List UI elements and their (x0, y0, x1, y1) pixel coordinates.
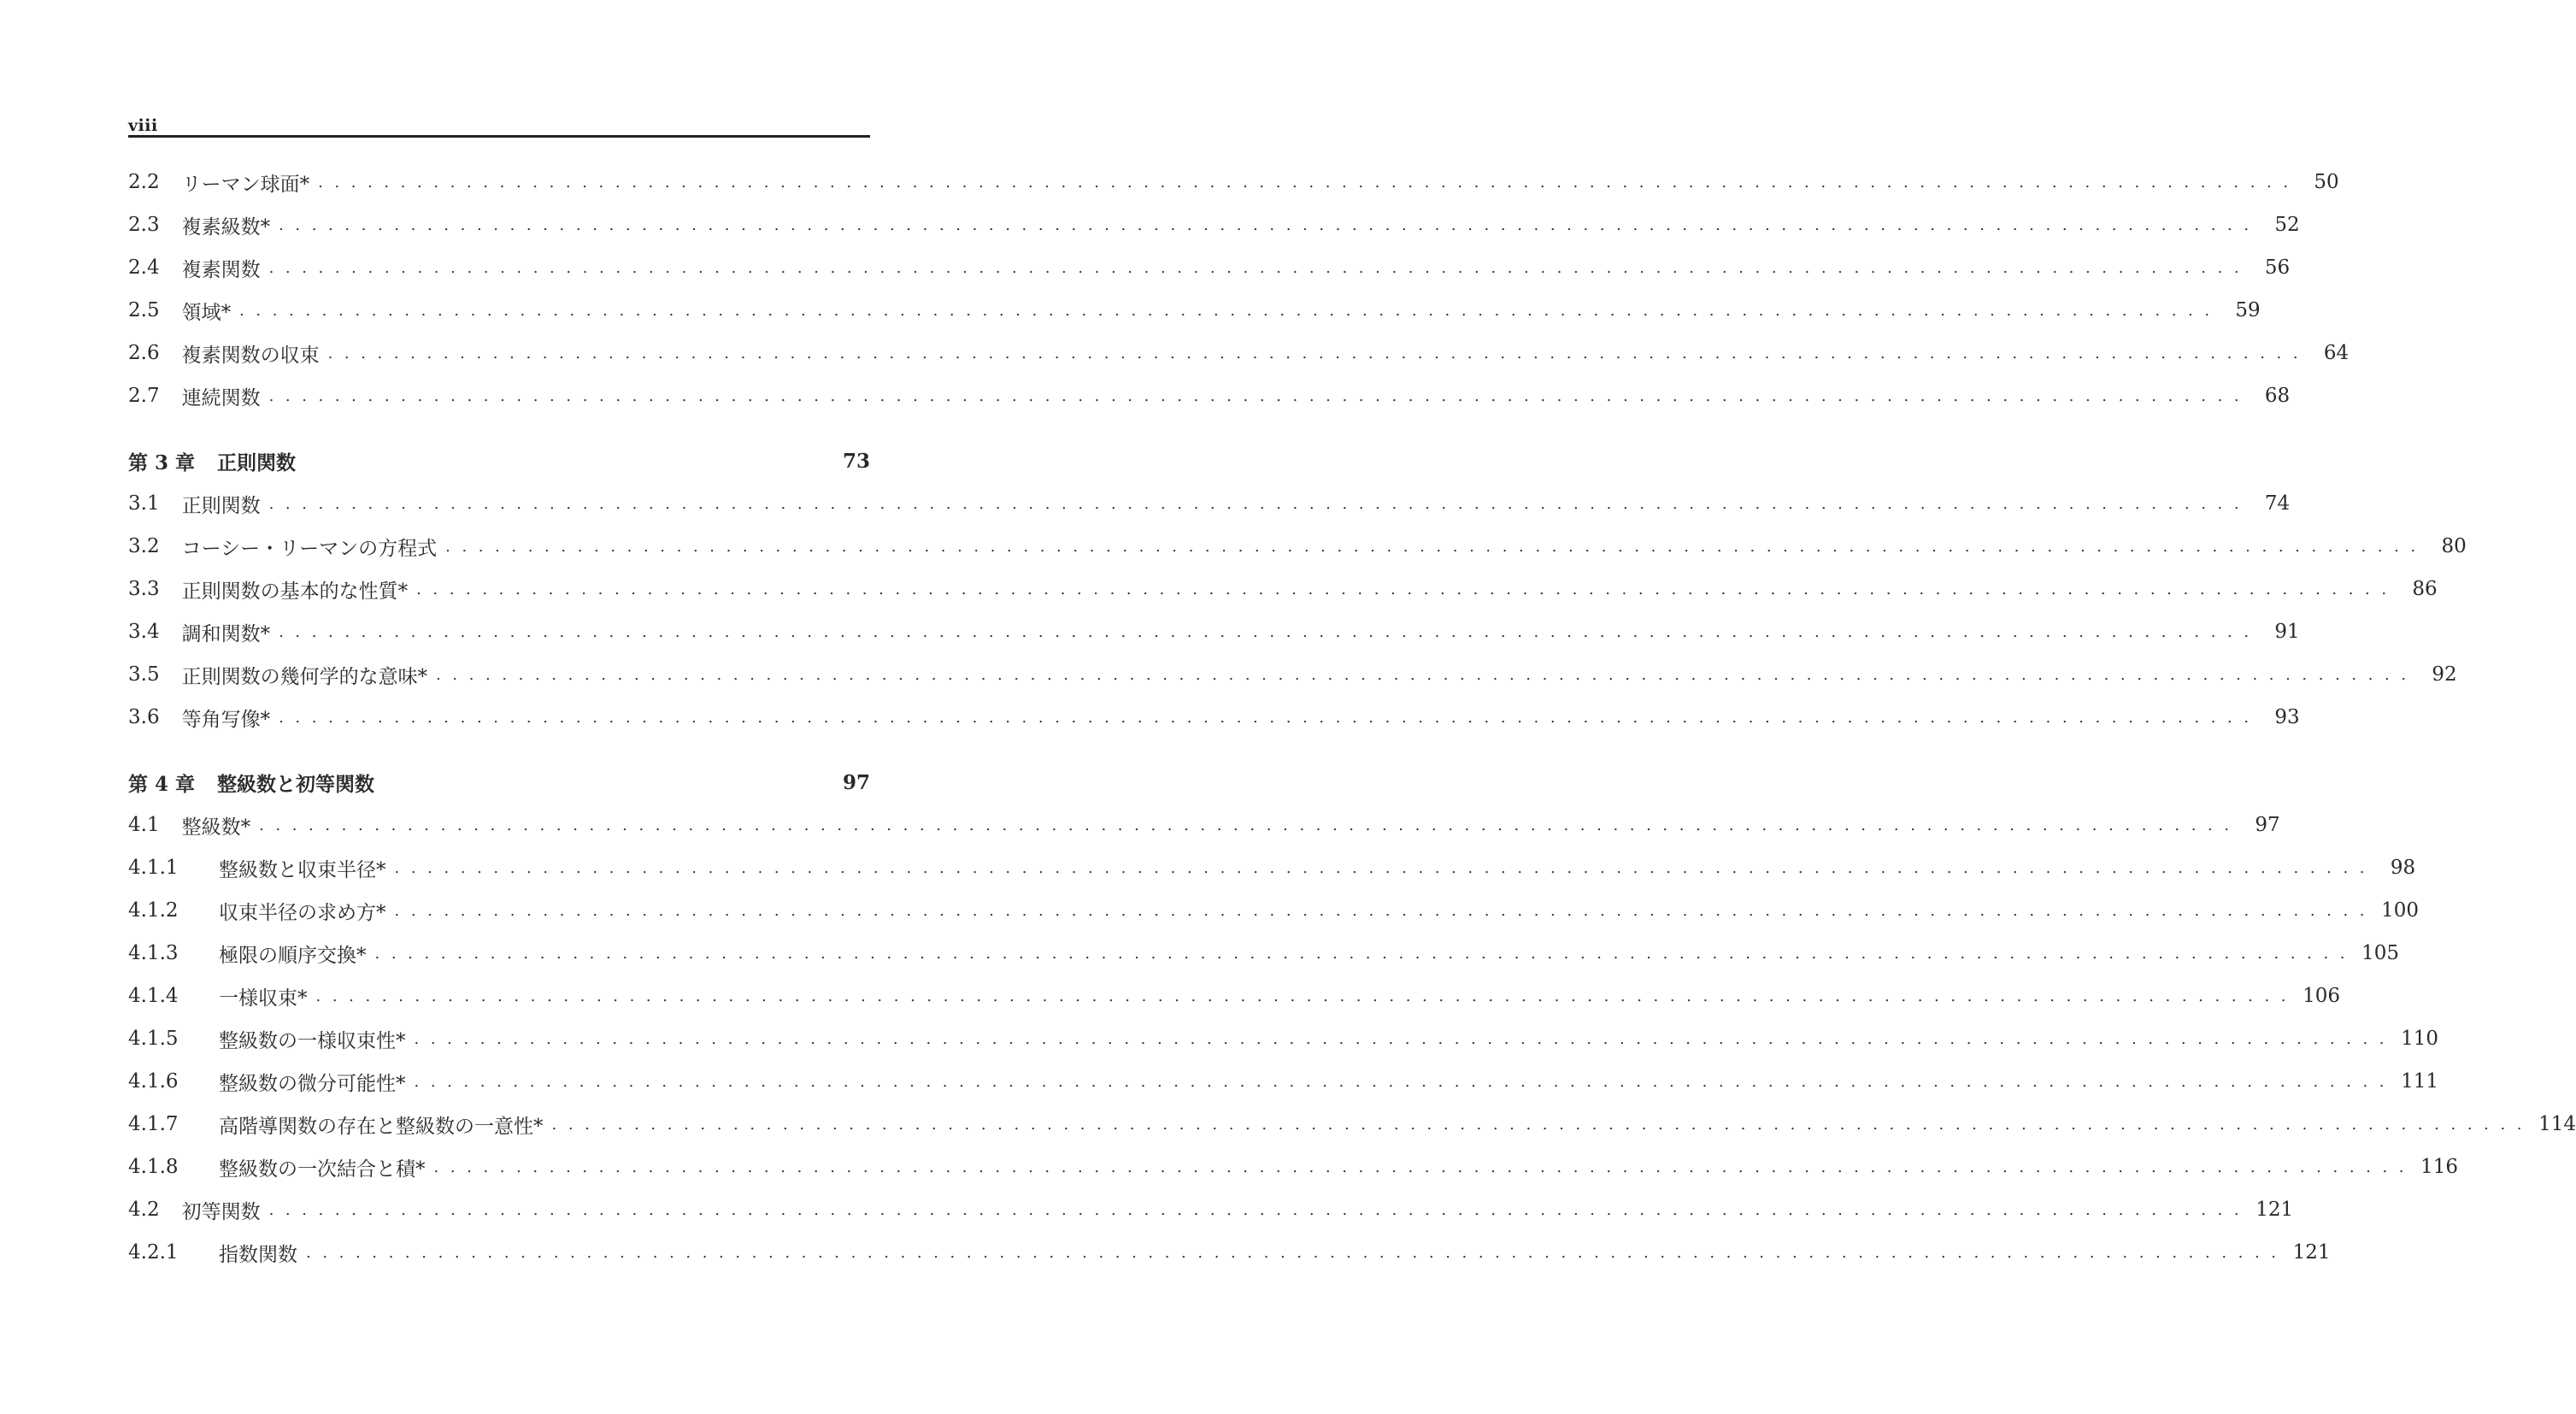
dot-leader: ........................................................................................................................ (374, 944, 2357, 963)
toc-entry-number-text: 4.2.1 (128, 1241, 179, 1264)
toc-subsection-entry[interactable] (128, 1060, 2439, 1103)
toc-entry-page: 111 (2401, 1070, 2439, 1093)
dot-leader: ........................................................................................................................ (327, 344, 2310, 362)
toc-entry-number-text: 4.1.2 (128, 899, 179, 922)
toc-section-entry[interactable] (128, 332, 2350, 374)
toc-entry-page: 92 (2432, 663, 2457, 686)
toc-entry-title: 整級数の一次結合と積* (219, 1158, 426, 1181)
toc-chapter-entry[interactable] (128, 761, 870, 804)
toc-entry-number-text: 4.1.1 (128, 857, 179, 879)
toc-entry-page: 86 (2412, 578, 2438, 600)
toc-subsection-entry[interactable] (128, 846, 2416, 889)
toc-entry-number: 4.1 (128, 814, 160, 836)
toc-section-entry[interactable] (128, 610, 2300, 653)
toc-entry-title: 収束半径の求め方* (219, 901, 386, 924)
toc-entry-number-text: 4.1.5 (128, 1028, 179, 1050)
toc-section-entry[interactable] (128, 161, 2339, 203)
dot-leader: ........................................................................................................................ (279, 708, 2261, 727)
dot-leader: ........................................................................................................................ (445, 537, 2427, 556)
toc-entry-title: 指数関数 (219, 1243, 297, 1266)
toc-entry-number: 3.2 (128, 535, 160, 557)
toc-entry-number: 4.2 (128, 1199, 160, 1221)
toc-entry-page: 100 (2381, 899, 2420, 922)
toc-entry-number-text: 4.1.3 (128, 942, 179, 964)
toc-entry-title: 複素関数 (181, 258, 261, 281)
toc-entry-number: 3.4 (128, 621, 160, 643)
dot-leader: ........................................................................................................................ (318, 173, 2300, 191)
toc-entry-number (128, 899, 195, 922)
toc-subsection-entry[interactable] (128, 932, 2400, 975)
toc-entry-page: 50 (2314, 171, 2339, 193)
toc-entry-title: 整級数* (181, 816, 251, 839)
toc-entry-title: 整級数の微分可能性* (219, 1072, 406, 1095)
dot-leader: ........................................................................................................................ (306, 1243, 2288, 1262)
toc-entry-number (128, 1156, 195, 1178)
toc-entry-page: 56 (2264, 256, 2291, 279)
toc-subsection-entry[interactable] (128, 1103, 2576, 1146)
toc-entry-title: 高階導関数の存在と整級数の一意性* (219, 1115, 544, 1138)
toc-entry-number: 2.7 (128, 385, 160, 407)
toc-entry-number: 2.2 (128, 171, 160, 193)
toc-entry-page: 98 (2390, 857, 2416, 879)
toc-chapter-entry[interactable] (128, 439, 870, 482)
toc-entry-number: 3.6 (128, 706, 160, 728)
dot-leader: ........................................................................................................................ (433, 1158, 2416, 1176)
toc-entry-title: 正則関数の基本的な性質* (181, 580, 409, 603)
toc-entry-number: 第 3 章 (128, 451, 196, 474)
toc-section-entry[interactable] (128, 374, 2291, 417)
toc-section-entry[interactable] (128, 804, 2280, 846)
dot-leader: ........................................................................................................................ (259, 816, 2241, 834)
toc-entry-page: 68 (2264, 385, 2291, 407)
toc-section-entry[interactable] (128, 568, 2438, 610)
toc-entry-page: 74 (2264, 492, 2291, 515)
dot-leader: ........................................................................................................................ (268, 258, 2251, 277)
toc-entry-page: 91 (2274, 621, 2300, 643)
toc-entry-title: 正則関数 (217, 451, 296, 474)
toc-entry-number (128, 985, 195, 1007)
toc-section-entry[interactable] (128, 203, 2300, 246)
toc-entry-number: 2.6 (128, 342, 160, 364)
toc-section-entry[interactable] (128, 1188, 2294, 1231)
toc-entry-page: 121 (2255, 1199, 2294, 1221)
toc-entry-title: 領域* (181, 301, 232, 324)
toc-section-entry[interactable] (128, 482, 2291, 525)
page-header (128, 113, 870, 138)
toc-entry-page: 105 (2361, 942, 2400, 964)
toc-entry-page: 73 (842, 449, 870, 473)
toc-entry-title: 整級数と初等関数 (217, 772, 374, 796)
toc-entry-number (128, 1241, 195, 1264)
toc-entry-number: 3.3 (128, 578, 160, 600)
dot-leader: ........................................................................................................................ (394, 901, 2377, 920)
toc-entry-page: 116 (2420, 1156, 2459, 1178)
toc-section-entry[interactable] (128, 525, 2467, 568)
toc-subsection-entry[interactable] (128, 1017, 2439, 1060)
toc-subsection-entry[interactable] (128, 1231, 2331, 1274)
toc-entry-page: 52 (2274, 214, 2300, 236)
toc-entry-number: 3.1 (128, 492, 160, 515)
toc-entry-title: 一様収束* (219, 987, 308, 1010)
dot-leader: ........................................................................................................................ (414, 1072, 2397, 1091)
toc-entry-page: 97 (842, 770, 870, 794)
dot-leader: ........................................................................................................................ (394, 858, 2377, 877)
toc-entry-page: 114 (2538, 1113, 2576, 1135)
dot-leader: ........................................................................................................................ (315, 987, 2298, 1005)
toc-section-entry[interactable] (128, 289, 2261, 332)
table-of-contents (128, 161, 2576, 1274)
toc-entry-page: 110 (2401, 1028, 2439, 1050)
toc-entry-page: 106 (2303, 985, 2341, 1007)
dot-leader: ........................................................................................................................ (239, 301, 2221, 320)
toc-entry-number (128, 1070, 195, 1093)
toc-entry-number (128, 1113, 195, 1135)
toc-entry-page: 80 (2441, 535, 2467, 557)
toc-entry-title: 等角写像* (181, 708, 271, 731)
page-folio: viii (128, 116, 158, 135)
toc-entry-number-text: 4.1.8 (128, 1156, 179, 1178)
toc-entry-number-text: 4.1.7 (128, 1113, 179, 1135)
dot-leader: ........................................................................................................................ (551, 1115, 2534, 1134)
toc-subsection-entry[interactable] (128, 1146, 2459, 1188)
toc-section-entry[interactable] (128, 653, 2457, 696)
toc-entry-title: 複素級数* (181, 215, 271, 239)
toc-entry-page: 97 (2255, 814, 2280, 836)
toc-entry-page: 93 (2274, 706, 2300, 728)
dot-leader: ........................................................................................................................ (416, 580, 2398, 598)
dot-leader: ........................................................................................................................ (279, 622, 2261, 641)
dot-leader: ........................................................................................................................ (414, 1029, 2397, 1048)
toc-entry-number (128, 857, 195, 879)
toc-entry-title: 極限の順序交換* (219, 944, 367, 967)
toc-entry-number: 2.5 (128, 299, 160, 321)
toc-entry-number (128, 942, 195, 964)
dot-leader: ........................................................................................................................ (436, 665, 2418, 684)
toc-entry-title: リーマン球面* (181, 173, 310, 196)
toc-entry-number: 2.4 (128, 256, 160, 279)
toc-entry-title: 整級数と収束半径* (219, 858, 386, 881)
toc-entry-page: 121 (2292, 1241, 2331, 1264)
toc-section-entry[interactable] (128, 246, 2291, 289)
dot-leader: ........................................................................................................................ (268, 494, 2251, 513)
toc-subsection-entry[interactable] (128, 889, 2420, 932)
toc-entry-number-text: 4.1.4 (128, 985, 179, 1007)
dot-leader: ........................................................................................................................ (268, 386, 2251, 405)
toc-entry-title: 連続関数 (181, 386, 261, 409)
toc-entry-title: 正則関数 (181, 494, 261, 517)
toc-entry-title: 正則関数の幾何学的な意味* (181, 665, 428, 688)
toc-entry-number: 2.3 (128, 214, 160, 236)
toc-entry-title: 調和関数* (181, 622, 271, 645)
toc-entry-title: コーシー・リーマンの方程式 (181, 537, 438, 560)
toc-entry-number (128, 1028, 195, 1050)
toc-entry-title: 初等関数 (181, 1200, 261, 1223)
toc-entry-page: 64 (2323, 342, 2350, 364)
toc-entry-title: 複素関数の収束 (181, 344, 320, 367)
toc-subsection-entry[interactable] (128, 975, 2341, 1017)
toc-entry-number: 3.5 (128, 663, 160, 686)
toc-entry-number-text: 4.1.6 (128, 1070, 179, 1093)
toc-entry-number: 第 4 章 (128, 772, 196, 796)
toc-entry-page: 59 (2235, 299, 2261, 321)
toc-entry-title: 整級数の一様収束性* (219, 1029, 406, 1052)
dot-leader: ........................................................................................................................ (279, 215, 2261, 234)
dot-leader: ........................................................................................................................ (268, 1200, 2251, 1219)
toc-section-entry[interactable] (128, 696, 2300, 739)
